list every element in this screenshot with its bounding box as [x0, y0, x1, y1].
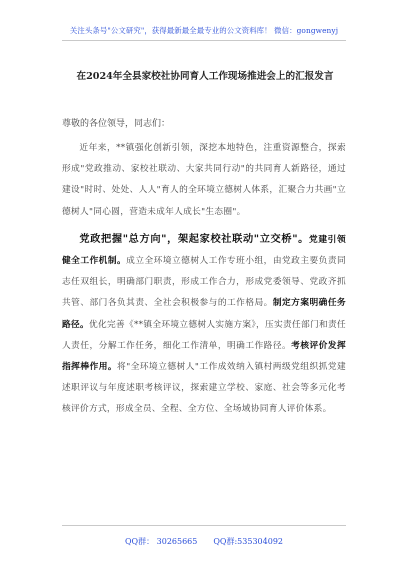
text-evaluation: 将"全环境立德树人"工作成效纳入镇村两级党组织抓党建述职评议与年度述职考核评议，探索建立学校、家庭、社会等多元化考核评价方式，形成全员、全程、全方位、全场域协同育人评价体系。 [62, 362, 346, 415]
footer [0, 536, 408, 547]
paragraph-intro: 近年来，**镇强化创新引领，深挖本地特色，注重资源整合，探索形成"党政推动、家校社联动、大家共同行动"的共同育人新路径，通过建设"时时、处处、人人"育人的全环境立德树人体系，汇聚合力共画"立德树人"同心圆，营造未成年人成长"生态圈"。 [62, 143, 346, 217]
subheading-evaluation: 考核评价发挥指挥棒作用。 [62, 340, 346, 373]
subheading-plan: 制定方案明确任务路径。 [62, 298, 346, 330]
footer-qq-group-2: QQ群:535304092 [213, 537, 283, 546]
footer-divider [62, 525, 346, 526]
section-heading: 党政把握"总方向"，架起家校社联动"立交桥"。 [79, 232, 310, 245]
footer-qq-group-1: QQ群： 30265665 [124, 537, 198, 546]
document-title: 在2024年全县家校社协同育人工作现场推进会上的汇报发言 [76, 71, 334, 82]
salutation: 尊敬的各位领导，同志们： [62, 119, 171, 129]
paragraph-party-leadership [62, 229, 346, 421]
subheading-mechanism: 党建引领健全工作机制。 [62, 234, 346, 267]
header-divider [62, 40, 346, 41]
header-note: 关注头条号"公文研究"，获得最新最全最专业的公文资料库！ 微信：gongwenyj [69, 26, 339, 35]
text-mechanism: 成立全环境立德树人工作专班小组，由党政主要负责同志任双组长，明确部门职责，形成工作合力，形成党委领导、党政齐抓共管、部门各负其责、全社会积极参与的工作格局。 [62, 256, 346, 309]
document-body [62, 138, 346, 427]
text-plan: 优化完善《**镇全环境立德树人实施方案》，压实责任部门和责任人责任，分解工作任务，细化工作清单，明确工作路径。 [62, 319, 346, 351]
